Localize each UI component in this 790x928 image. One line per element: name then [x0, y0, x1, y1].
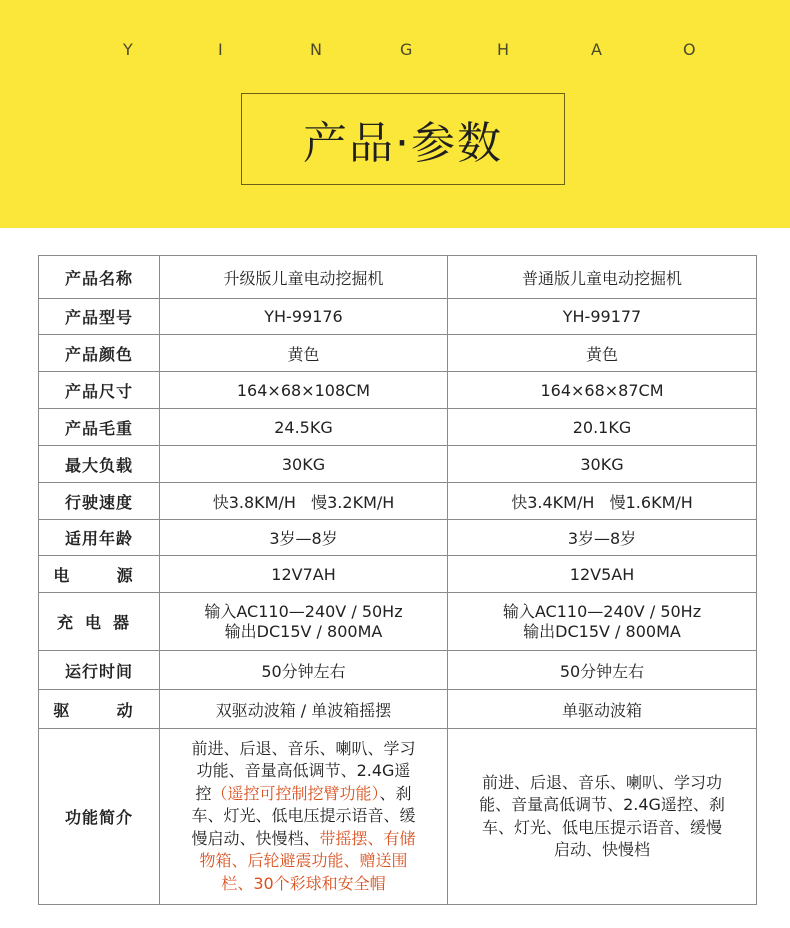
- table-row: [39, 690, 757, 729]
- table-row: [39, 299, 757, 335]
- table-row: [39, 409, 757, 446]
- value-upgrade: 164×68×108CM: [160, 372, 448, 409]
- charger-output: 输出DC15V / 800MA: [224, 621, 383, 641]
- row-label: 最大负载: [39, 446, 160, 483]
- row-label: 运行时间: [39, 651, 160, 690]
- table-row: [39, 651, 757, 690]
- table-row: [39, 556, 757, 593]
- value-standard: [448, 593, 757, 651]
- row-label: 产品名称: [39, 256, 160, 299]
- value-upgrade: 3岁—8岁: [160, 520, 448, 556]
- brand-letter: A: [591, 40, 602, 59]
- value-upgrade: 升级版儿童电动挖掘机: [160, 256, 448, 299]
- row-label: 充电器: [39, 593, 160, 651]
- table-row: [39, 372, 757, 409]
- table-row: [39, 335, 757, 372]
- header-banner: [0, 0, 790, 228]
- row-label: 功能简介: [39, 729, 160, 905]
- row-label: 产品尺寸: [39, 372, 160, 409]
- value-upgrade: YH-99176: [160, 299, 448, 335]
- value-upgrade: 30KG: [160, 446, 448, 483]
- table-row: [39, 593, 757, 651]
- value-standard: 快3.4KM/H 慢1.6KM/H: [448, 483, 757, 520]
- charger-output: 输出DC15V / 800MA: [523, 621, 681, 641]
- row-label: 产品颜色: [39, 335, 160, 372]
- charger-input: 输入AC110—240V / 50Hz: [502, 601, 702, 621]
- value-standard: 20.1KG: [448, 409, 757, 446]
- brand-letter: I: [218, 40, 223, 59]
- row-label: 适用年龄: [39, 520, 160, 556]
- row-label: 驱 动: [39, 690, 160, 729]
- brand-letter: Y: [123, 40, 133, 59]
- feature-text: 前进、后退、音乐、喇叭、学习功能、音量高低调节、2.4G遥控: [191, 738, 416, 803]
- row-label: 行驶速度: [39, 483, 160, 520]
- value-standard: 30KG: [448, 446, 757, 483]
- value-upgrade: 24.5KG: [160, 409, 448, 446]
- row-label: 电 源: [39, 556, 160, 593]
- value-standard: 普通版儿童电动挖掘机: [448, 256, 757, 299]
- feature-highlight: 带摇摆、有储物箱、后轮避震功能、赠送围栏、30个彩球和安全帽: [199, 828, 416, 893]
- value-standard: 3岁—8岁: [448, 520, 757, 556]
- brand-letter: H: [497, 40, 510, 59]
- brand-letter: N: [310, 40, 322, 59]
- value-standard: 50分钟左右: [448, 651, 757, 690]
- value-upgrade: 黄色: [160, 335, 448, 372]
- value-standard: 164×68×87CM: [448, 372, 757, 409]
- value-standard: 单驱动波箱: [448, 690, 757, 729]
- row-label: 产品毛重: [39, 409, 160, 446]
- value-upgrade: [160, 593, 448, 651]
- features-upgrade: [160, 729, 448, 905]
- table-row: [39, 446, 757, 483]
- table-row: [39, 483, 757, 520]
- value-standard: YH-99177: [448, 299, 757, 335]
- brand-letter: O: [683, 40, 696, 59]
- row-label: 产品型号: [39, 299, 160, 335]
- value-upgrade: 双驱动波箱 / 单波箱摇摆: [160, 690, 448, 729]
- value-upgrade: 50分钟左右: [160, 651, 448, 690]
- table-row: [39, 256, 757, 299]
- table-row: [39, 520, 757, 556]
- value-standard: 12V5AH: [448, 556, 757, 593]
- feature-text: 、刹车、灯光、低电压提示语音、缓慢启动、快慢档、: [191, 783, 416, 848]
- feature-highlight: （遥控可控制挖臂功能）: [211, 783, 380, 803]
- spec-table: [38, 255, 757, 905]
- value-upgrade: 12V7AH: [160, 556, 448, 593]
- value-standard: 黄色: [448, 335, 757, 372]
- feature-text: 前进、后退、音乐、喇叭、学习功能、音量高低调节、2.4G遥控、刹车、灯光、低电压提示语音、缓慢启动、快慢档: [479, 772, 725, 859]
- features-standard: [448, 729, 757, 905]
- brand-letter: G: [400, 40, 413, 59]
- value-upgrade: 快3.8KM/H 慢3.2KM/H: [160, 483, 448, 520]
- title-box: [241, 93, 565, 185]
- charger-input: 输入AC110—240V / 50Hz: [204, 601, 403, 621]
- page-title: 产品·参数: [303, 118, 503, 169]
- table-row: [39, 729, 757, 905]
